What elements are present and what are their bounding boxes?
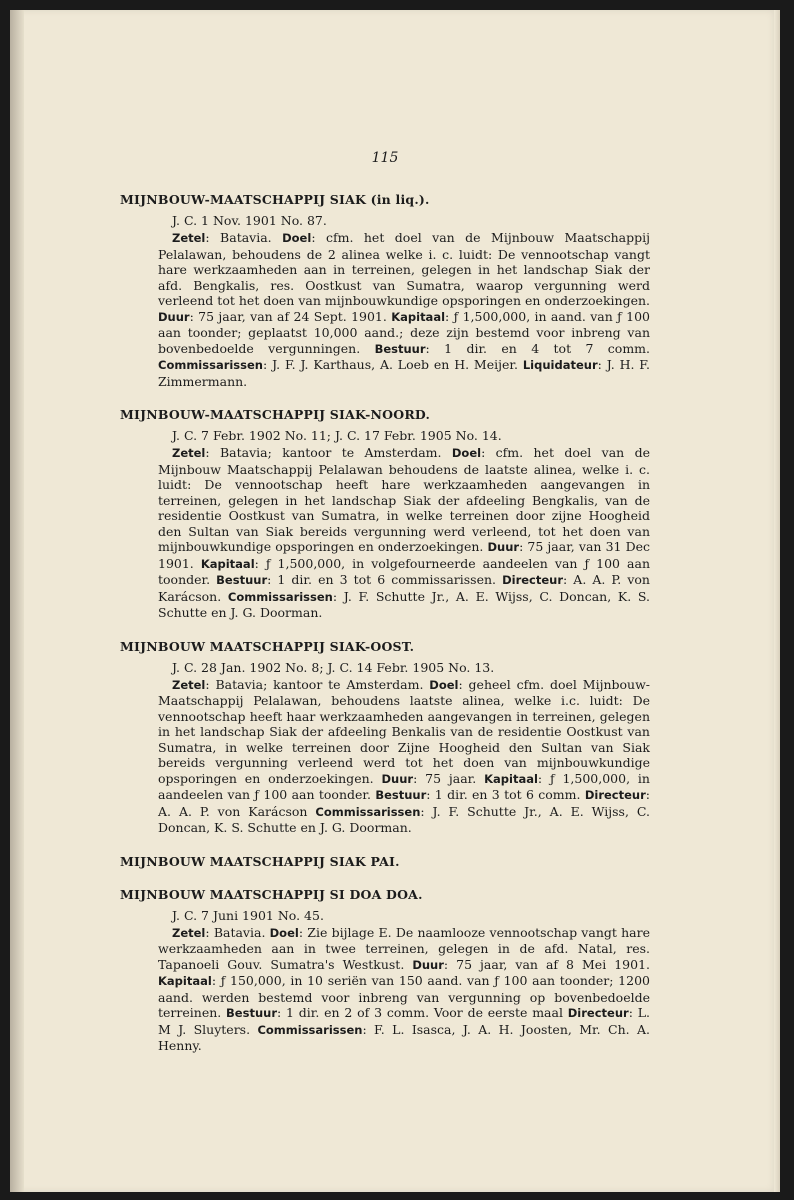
field-value: : ƒ 1,500,000, in aand. van ƒ 100 aan toonder; geplaatst 10,000 aand.; deze zijn bestemd voor inbreng van bovenbedoelde vergunningen. xyxy=(158,308,650,356)
field-key: Directeur xyxy=(567,1006,629,1020)
field-value: : 75 jaar, van 31 Dec 1901. xyxy=(158,539,651,571)
field-key: Directeur xyxy=(584,788,646,802)
company-entry xyxy=(120,639,650,836)
field-key: Commissarissen xyxy=(315,804,421,819)
field-key: Liquidateur xyxy=(522,358,598,372)
field-value: : J. F. Schutte Jr., A. E. Wijss, C. Doncan, K. S. Schutte en J. G. Doorman. xyxy=(158,803,650,835)
company-title: MIJNBOUW MAATSCHAPPIJ SIAK PAI. xyxy=(120,853,400,869)
company-details xyxy=(120,925,650,1054)
company-title: MIJNBOUW-MAATSCHAPPIJ SIAK (in liq.). xyxy=(120,192,430,207)
field-key: Bestuur xyxy=(226,1006,277,1020)
field-value: : J. F. J. Karthaus, A. Loeb en H. Meijer. xyxy=(263,357,523,372)
field-key: Zetel xyxy=(172,446,206,460)
field-value: : Batavia; kantoor te Amsterdam. xyxy=(205,676,430,692)
jc-reference: J. C. 7 Juni 1901 No. 45. xyxy=(172,907,324,923)
field-value: : A. A. P. von Karácson. xyxy=(158,572,650,604)
field-value: : cfm. het doel van de Mijnbouw Maatschappij Pelalawan behoudens de laatste alinea, welke i. c. luidt: De vennootschap heeft hare werkzaamheden aangevangen in terreinen, gelegen in het landschap Siak der afdeeling Bengkalis, van de residentie Oostkust van Sumatra, in welke terreinen door zijne Hoogheid den Sultan van Siak bereids vergunning werd verleend, tot het doen van mijnbouwkundige opsporingen en onderzoekingen. xyxy=(158,445,651,554)
field-value: : L. M J. Sluyters. xyxy=(158,1005,650,1037)
company-entry xyxy=(120,407,650,621)
company-entry xyxy=(120,887,650,1054)
company-title: MIJNBOUW-MAATSCHAPPIJ SIAK-NOORD. xyxy=(120,407,431,422)
field-key: Duur xyxy=(158,309,190,324)
field-value: : J. H. F. Zimmermann. xyxy=(158,357,650,389)
entries-list xyxy=(120,192,650,1054)
field-value: : cfm. het doel van de Mijnbouw Maatschappij Pelalawan, behoudens de 2 alinea welke i. c. luidt: De vennootschap vangt hare werkzaamheden aan in terreinen, gelegen in het landschap Siak der afd. Bengkalis, res. Oostkust van Sumatra, waarop vergunning werd verleend tot het doen van mijnbouwkundige opsporingen en onderzoekingen. xyxy=(158,230,651,308)
field-value: : 1 dir. en 4 tot 7 comm. xyxy=(425,340,651,356)
field-key: Duur xyxy=(487,540,520,554)
company-title: MIJNBOUW MAATSCHAPPIJ SIAK-OOST. xyxy=(120,638,415,654)
jc-reference: J. C. 1 Nov. 1901 No. 87. xyxy=(172,213,327,228)
field-key: Commissarissen xyxy=(257,1022,363,1037)
field-value: : Batavia. xyxy=(205,924,270,940)
field-value: : Batavia. xyxy=(205,230,283,245)
field-value: : Batavia; kantoor te Amsterdam. xyxy=(205,445,452,460)
field-key: Commissarissen xyxy=(227,589,333,604)
field-key: Zetel xyxy=(172,925,206,940)
company-title: MIJNBOUW MAATSCHAPPIJ SI DOA DOA. xyxy=(120,886,423,902)
field-value: : ƒ 150,000, in 10 seriën van 150 aand. van ƒ 100 aan toonder; 1200 aand. werden bestemd voor inbreng van vergunning op bovenbedoelde terreinen. xyxy=(158,973,650,1020)
field-value: : 1 dir. en 2 of 3 comm. Voor de eerste maal xyxy=(277,1005,568,1020)
field-value: : A. A. P. von Karácson xyxy=(158,787,650,819)
field-value: : 75 jaar, van af 8 Mei 1901. xyxy=(443,956,650,972)
field-value: : ƒ 1,500,000, in aandeelen van ƒ 100 aan toonder. xyxy=(158,770,650,802)
company-entry xyxy=(120,854,650,869)
field-key: Commissarissen xyxy=(158,358,263,372)
field-key: Doel xyxy=(451,446,482,460)
page-number: 115 xyxy=(371,150,399,166)
company-details xyxy=(120,230,650,389)
page-spine xyxy=(10,10,24,1192)
jc-reference: J. C. 7 Febr. 1902 No. 11; J. C. 17 Febr. 1905 No. 14. xyxy=(172,428,502,443)
field-value: : J. F. Schutte Jr., A. E. Wijss, C. Doncan, K. S. Schutte en J. G. Doorman. xyxy=(158,588,650,620)
field-key: Bestuur xyxy=(216,573,268,587)
field-key: Kapitaal xyxy=(158,974,212,988)
field-key: Kapitaal xyxy=(391,309,446,324)
jc-reference: J. C. 28 Jan. 1902 No. 8; J. C. 14 Febr. 1905 No. 13. xyxy=(172,659,495,675)
book-page xyxy=(10,10,780,1192)
field-value: : 75 jaar, van af 24 Sept. 1901. xyxy=(189,308,392,324)
company-details xyxy=(120,445,650,621)
field-key: Bestuur xyxy=(375,788,427,802)
field-value: : Zie bijlage E. De naamlooze vennootschap vangt hare werkzaamheden aan in twee terreinen, gelegen in de afd. Natal, res. Tapanoeli Gouv. Sumatra's Westkust. xyxy=(158,924,650,972)
field-value: : F. L. Isasca, J. A. H. Joosten, Mr. Ch. A. Henny. xyxy=(158,1021,650,1053)
field-key: Doel xyxy=(282,231,312,245)
field-key: Zetel xyxy=(172,231,206,245)
field-key: Kapitaal xyxy=(484,771,538,786)
field-key: Doel xyxy=(269,925,299,940)
company-entry xyxy=(120,192,650,389)
page-content xyxy=(120,150,650,1072)
company-details xyxy=(120,677,650,836)
page-edge xyxy=(774,10,780,1192)
field-value: : 1 dir. en 3 tot 6 comm. xyxy=(426,787,585,802)
field-key: Kapitaal xyxy=(200,556,255,571)
field-key: Duur xyxy=(381,771,414,786)
field-value: : 1 dir. en 3 tot 6 commissarissen. xyxy=(267,572,503,587)
field-key: Duur xyxy=(412,957,444,972)
field-key: Zetel xyxy=(172,677,206,692)
field-value: : geheel cfm. doel Mijnbouw-Maatschappij Pelalawan, behoudens laatste alinea, welke i.c. luidt: De vennootschap heeft haar werkzaamheden aangevangen in terreinen, gelegen in het landschap Siak der afdeeling Benkalis van de residentie Oostkust van Sumatra, in welke terreinen door Zijne Hoogheid den Sultan van Siak bereids vergunning verleend werd tot het doen van mijnbouwkundige opsporingen en onderzoekingen. xyxy=(158,676,650,786)
field-key: Bestuur xyxy=(374,341,426,356)
field-key: Doel xyxy=(429,677,459,692)
field-value: : 75 jaar. xyxy=(413,770,485,786)
field-key: Directeur xyxy=(502,573,564,587)
field-value: : ƒ 1,500,000, in volgefourneerde aandeelen van ƒ 100 aan toonder. xyxy=(158,555,650,587)
